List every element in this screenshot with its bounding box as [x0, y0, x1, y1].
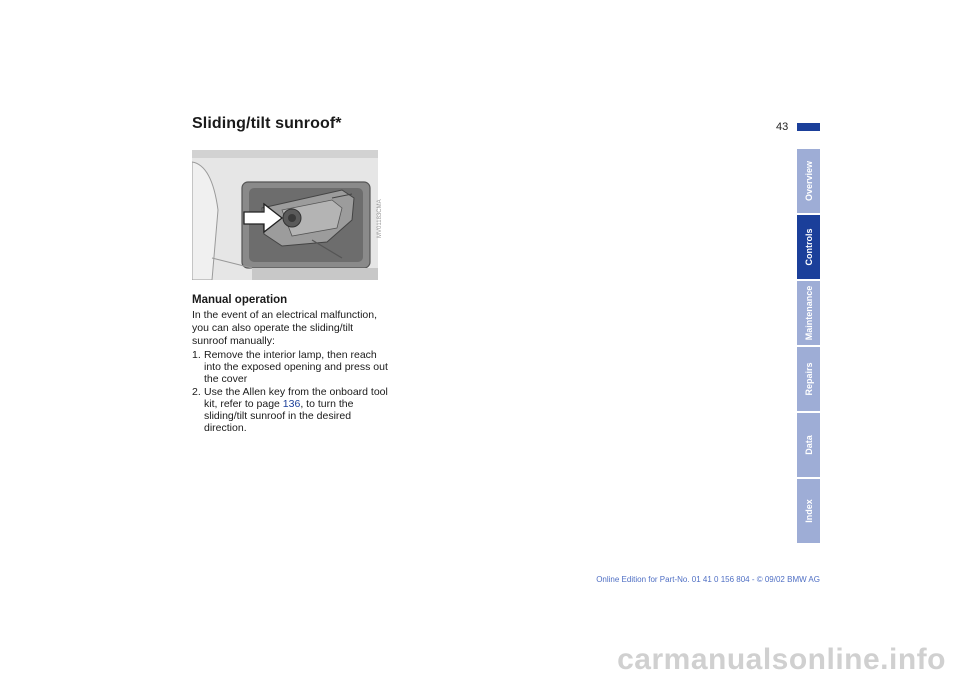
- watermark-bar: [0, 640, 960, 678]
- step-text-after: , to turn the sliding/tilt sunroof in the desired direction.: [204, 397, 354, 435]
- side-tabs: [797, 149, 820, 545]
- tab-label: Overview: [804, 160, 814, 202]
- tab-label: Index: [804, 499, 814, 523]
- step-number: 1.: [192, 349, 201, 361]
- tab-index[interactable]: [797, 479, 820, 543]
- step-number: 2.: [192, 385, 201, 398]
- tab-maintenance[interactable]: [797, 281, 820, 345]
- tab-label: Maintenance: [804, 285, 814, 341]
- step-item: [192, 386, 388, 435]
- page-link[interactable]: 136: [282, 397, 301, 410]
- tab-label: Data: [804, 435, 814, 455]
- page-number: 43: [776, 121, 789, 133]
- step-item: [192, 349, 388, 386]
- footer-note: Online Edition for Part-No. 01 41 0 156 804 - © 09/02 BMW AG: [596, 575, 820, 584]
- step-text-before: Use the Allen key from the onboard tool kit, refer to page: [204, 385, 388, 410]
- tab-overview[interactable]: [797, 149, 820, 213]
- sunroof-illustration: [192, 150, 378, 280]
- tab-label: Repairs: [804, 362, 814, 396]
- step-text: Remove the interior lamp, then reach into the exposed opening and press out the cover: [204, 349, 388, 386]
- watermark-text: carmanualsonline.info: [617, 643, 946, 676]
- steps-list: [192, 349, 388, 434]
- tab-controls[interactable]: [797, 215, 820, 279]
- intro-paragraph: In the event of an electrical malfunction, you can also operate the sliding/tilt sunroof manually:: [192, 309, 378, 348]
- page-title: Sliding/tilt sunroof*: [192, 115, 342, 132]
- page-marker: [797, 123, 820, 131]
- tab-repairs[interactable]: [797, 347, 820, 411]
- tab-label: Controls: [804, 228, 814, 266]
- tab-data[interactable]: [797, 413, 820, 477]
- figure-code: MV01183CMA: [377, 199, 383, 238]
- section-heading: Manual operation: [192, 294, 288, 306]
